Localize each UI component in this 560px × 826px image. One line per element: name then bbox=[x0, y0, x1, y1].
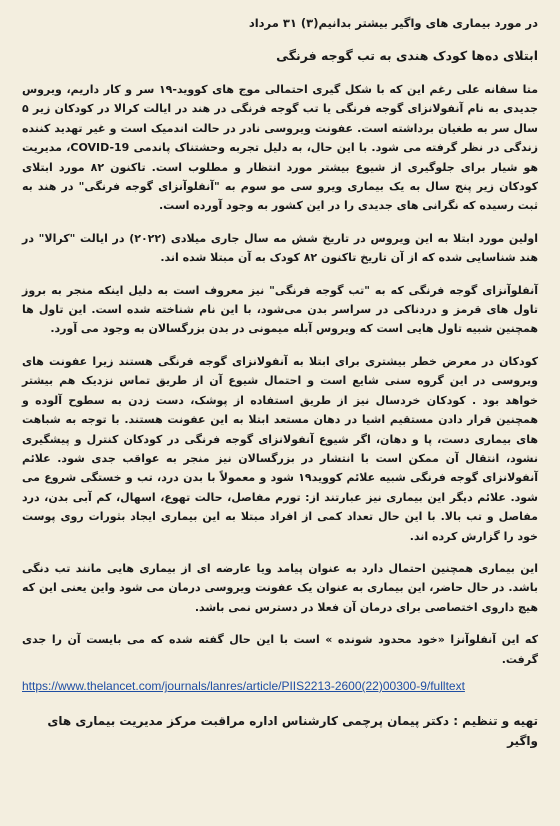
paragraph-first-case: اولین مورد ابتلا به این ویروس در تاریخ شش مه سال جاری میلادی (۲۰۲۲) در ایالت "کرالا" در هند شناسایی شده که از آن تاریخ تاکنون ۸۲ کودک به آن مبتلا شده اند. bbox=[22, 231, 538, 265]
series-subtitle: در مورد بیماری های واگیر بیشتر بدانیم(۳) ۳۱ مرداد bbox=[248, 16, 538, 30]
paragraph-self-limiting: که این آنفلوآنزا «خود محدود شونده » است با این حال گفته شده که می بایست آن را جدی گرفت. bbox=[22, 633, 538, 666]
paragraph-naming: آنفلوآنزای گوجه فرنگی که به "تب گوجه فرنگی" نیز معروف است به دلیل اینکه منجر به بروز تاول های قرمز و دردناکی در سراسر بدن می‌شود، با این نام شناخته شده است. این تاول ها همچنین شبیه تاول هایی است که ویروس آبله میمونی در بدن بزرگسالان به وجود می آورد. bbox=[22, 283, 538, 336]
article-title: ابتلای ده‌ها کودک هندی به تب گوجه فرنگی bbox=[276, 48, 538, 63]
author-credit: تهیه و تنظیم : دکتر پیمان پرچمی کارشناس اداره مراقبت مرکز مدیریت بیماری های واگیر bbox=[47, 713, 538, 748]
reference-link[interactable]: https://www.thelancet.com/journals/lanres/article/PIIS2213-2600(22)00300-9/fulltext bbox=[22, 678, 465, 693]
paragraph-treatment: این بیماری همچنین احتمال دارد به عنوان پیامد ویا عارضه ای از بیماری هایی مانند تب دنگی باشد. در حال حاضر، این بیماری به عنوان یک عفونت ویروسی درمان می شود واین یعنی این که هیچ داروی اختصاصی برای درمان آن فعلا در دسترس نمی باشد. bbox=[22, 561, 538, 614]
paragraph-risk-symptoms: کودکان در معرض خطر بیشتری برای ابتلا به آنفولانزای گوجه فرنگی هستند زیرا عفونت های ویروسی در این گروه سنی شایع است و احتمال شیوع آن از طریق تماس نزدیک هم بیشتر خواهد بود . کودکان خردسال نیز از طریق استفاده از پوشک، دست زدن به سطوح آلوده و همچنین قرار دادن مستقیم اشیا در دهان مستعد ابتلا به این عفونت هستند. با توجه به شباهت های بیماری دست، پا و دهان، اگر شیوع آنفولانزای گوجه فرنگی در کودکان کنترل و پیشگیری نشود، انتقال آن ممکن است با انتشار در بزرگسالان نیز منجر به عواقب جدی شود. علائم آنفولانزای گوجه فرنگی شبیه علائم کووید۱۹ شود و معمولاً با بدن درد، تب و خستگی شروع می شود. علائم دیگر این بیماری نیز عبارتند از: تورم مفاصل، حالت تهوع، اسهال، کم آبی بدن، درد مفاصل و تب بالا. با این حال تعداد کمی از افراد مبتلا به این بیماری ایجاد بثورات روی پوست خود را گزارش کرده اند. bbox=[22, 354, 538, 543]
paragraph-intro: متا سفانه علی رغم این که با شکل گیری احتمالی موج های کووید-۱۹ سر و کار داریم، ویروس جدیدی به نام آنفولانزای گوجه فرنگی یا تب گوجه فرنگی در هند در ایالت کرالا در کودکان زیر ۵ سال سر به طغیان برداشته است. عفونت ویروسی نادر در حالت اندمیک است و غیر تهدید کننده زندگی در نظر گرفته می شود. با این حال، به دلیل تجربه وحشتناک پاندمی COVID-19، مدیریت هو شیار برای جلوگیری از شیوع بیشتر مورد انتظار و مطلوب است. تاکنون ۸۲ مورد ابتلای کودکان زیر پنج سال به یک بیماری ویرو سی مو سوم به "آنفلوآنزای گوجه فرنگی" در هند به ثبت رسیده که نگرانی های جدیدی را در این کشور به وجود آورده است. bbox=[22, 83, 538, 213]
